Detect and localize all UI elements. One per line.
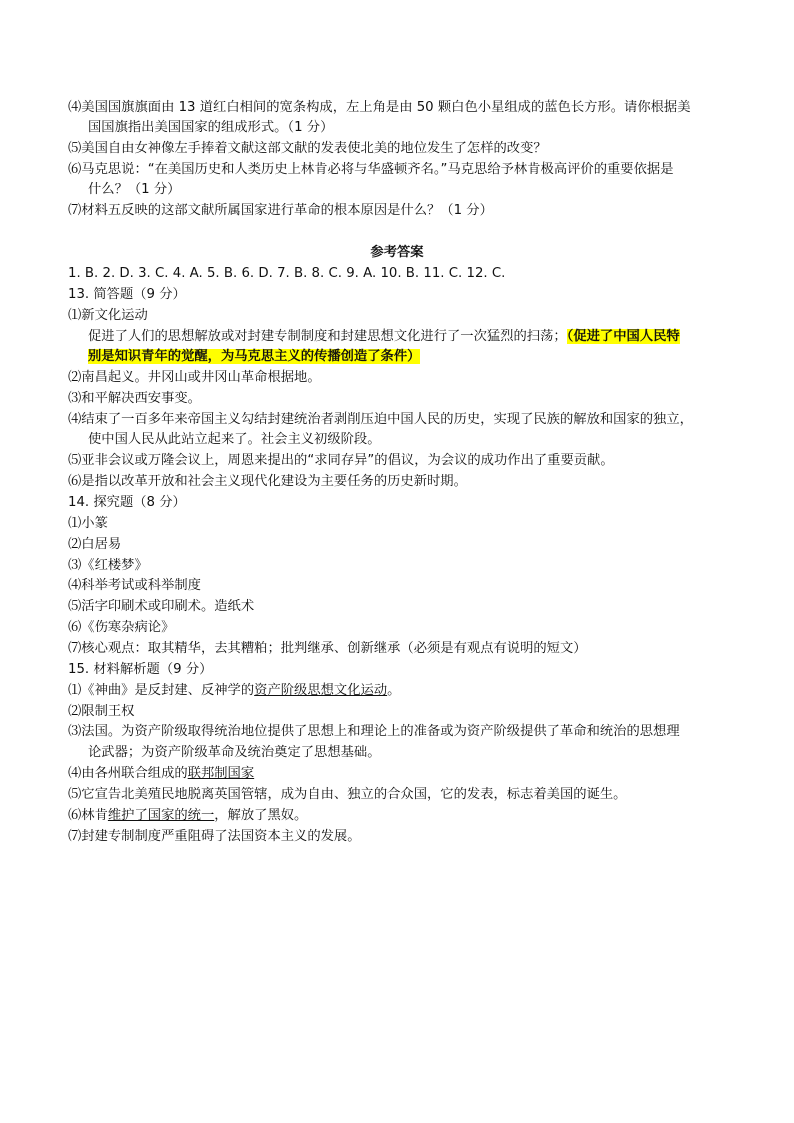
s15-answer-1 [68, 681, 400, 701]
s13-answer-1-text: 促进了人们的思想解放或对封建专制制度和封建思想文化进行了一次猛烈的扫荡； [88, 329, 567, 344]
s15-answer-2: ⑵限制王权 [68, 704, 135, 719]
question-5: ⑸美国自由女神像左手捧着文献这部文献的发表使北美的地位发生了怎样的改变？ [68, 141, 547, 156]
s14-answer-6: ⑹《伤寒杂病论》 [68, 620, 175, 635]
s14-answer-5: ⑸活字印刷术或印刷术。造纸术 [68, 599, 255, 614]
s13-answer-1-line-1 [88, 327, 680, 347]
s14-answer-1: ⑴小篆 [68, 516, 108, 531]
s13-answer-1-label: ⑴新文化运动 [68, 308, 148, 323]
s14-answer-4: ⑷科举考试或科举制度 [68, 578, 201, 593]
s15-answer-5: ⑸它宣告北美殖民地脱离英国管辖，成为自由、独立的合众国，它的发表，标志着美国的诞生。 [68, 787, 627, 802]
s13-answer-1-line-2 [88, 347, 420, 367]
s15-answer-1-post: 。 [387, 683, 401, 698]
s13-answer-5: ⑸亚非会议或万隆会议上，周恩来提出的“求同存异”的倡议，为会议的成功作出了重要贡献。 [68, 453, 614, 468]
question-6-line-2: 什么？（1 分） [88, 182, 181, 197]
s14-answer-2: ⑵白居易 [68, 537, 122, 552]
question-7: ⑺材料五反映的这部文献所属国家进行革命的根本原因是什么？（1 分） [68, 203, 493, 218]
s13-answer-3: ⑶和平解决西安事变。 [68, 391, 201, 406]
s15-answer-3-line-1: ⑶法国。为资产阶级取得统治地位提供了思想上和理论上的准备或为资产阶级提供了革命和统治的思想理 [68, 724, 680, 739]
s15-answer-4 [68, 764, 254, 784]
s14-answer-7: ⑺核心观点：取其精华，去其糟粕；批判继承、创新继承（必须是有观点有说明的短文） [68, 641, 587, 656]
s13-answer-2: ⑵南昌起义。井冈山或井冈山革命根据地。 [68, 370, 321, 385]
section-15-heading: 15. 材料解析题（9 分） [68, 662, 213, 677]
s13-answer-4-line-1: ⑷结束了一百多年来帝国主义勾结封建统治者剥削压迫中国人民的历史，实现了民族的解放和国家的独立， [68, 412, 693, 427]
s13-answer-1-highlight-1: （促进了中国人民特 [566, 329, 680, 344]
s15-answer-6-underlined: 维护了国家的统一 [107, 808, 215, 823]
multiple-choice-answers: 1. B. 2. D. 3. C. 4. A. 5. B. 6. D. 7. B. 8. C. 9. A. 10. B. 11. C. 12. C. [68, 266, 506, 281]
section-13-heading: 13. 简答题（9 分） [68, 287, 186, 302]
s13-answer-1-highlight-2: 别是知识青年的觉醒，为马克思主义的传播创造了条件） [88, 349, 421, 364]
section-14-heading: 14. 探究题（8 分） [68, 495, 186, 510]
s15-answer-7: ⑺封建专制制度严重阻碍了法国资本主义的发展。 [68, 829, 361, 844]
s15-answer-6 [68, 806, 307, 826]
s13-answer-4-line-2: 使中国人民从此站立起来了。社会主义初级阶段。 [88, 432, 381, 447]
s15-answer-1-pre: ⑴《神曲》是反封建、反神学的 [68, 683, 255, 698]
s15-answer-3-line-2: 论武器；为资产阶级革命及统治奠定了思想基础。 [88, 745, 381, 760]
question-6-line-1: ⑹马克思说：“在美国历史和人类历史上林肯必将与华盛顿齐名。”马克思给予林肯极高评价的重要依据是 [68, 162, 674, 177]
s15-answer-1-underlined: 资产阶级思想文化运动 [254, 683, 388, 698]
s15-answer-6-pre: ⑹林肯 [68, 808, 108, 823]
s15-answer-4-underlined: 联邦制国家 [187, 766, 255, 781]
answers-title: 参考答案 [370, 245, 424, 260]
s15-answer-4-pre: ⑷由各州联合组成的 [68, 766, 188, 781]
question-4-line-1: ⑷美国国旗旗面由 13 道红白相间的宽条构成，左上角是由 50 颗白色小星组成的蓝色长方形。请你根据美 [68, 100, 691, 115]
question-4-line-2: 国国旗指出美国国家的组成形式。（1 分） [88, 120, 334, 135]
s13-answer-6: ⑹是指以改革开放和社会主义现代化建设为主要任务的历史新时期。 [68, 474, 467, 489]
s15-answer-6-post: ，解放了黑奴。 [214, 808, 308, 823]
s14-answer-3: ⑶《红楼梦》 [68, 558, 148, 573]
